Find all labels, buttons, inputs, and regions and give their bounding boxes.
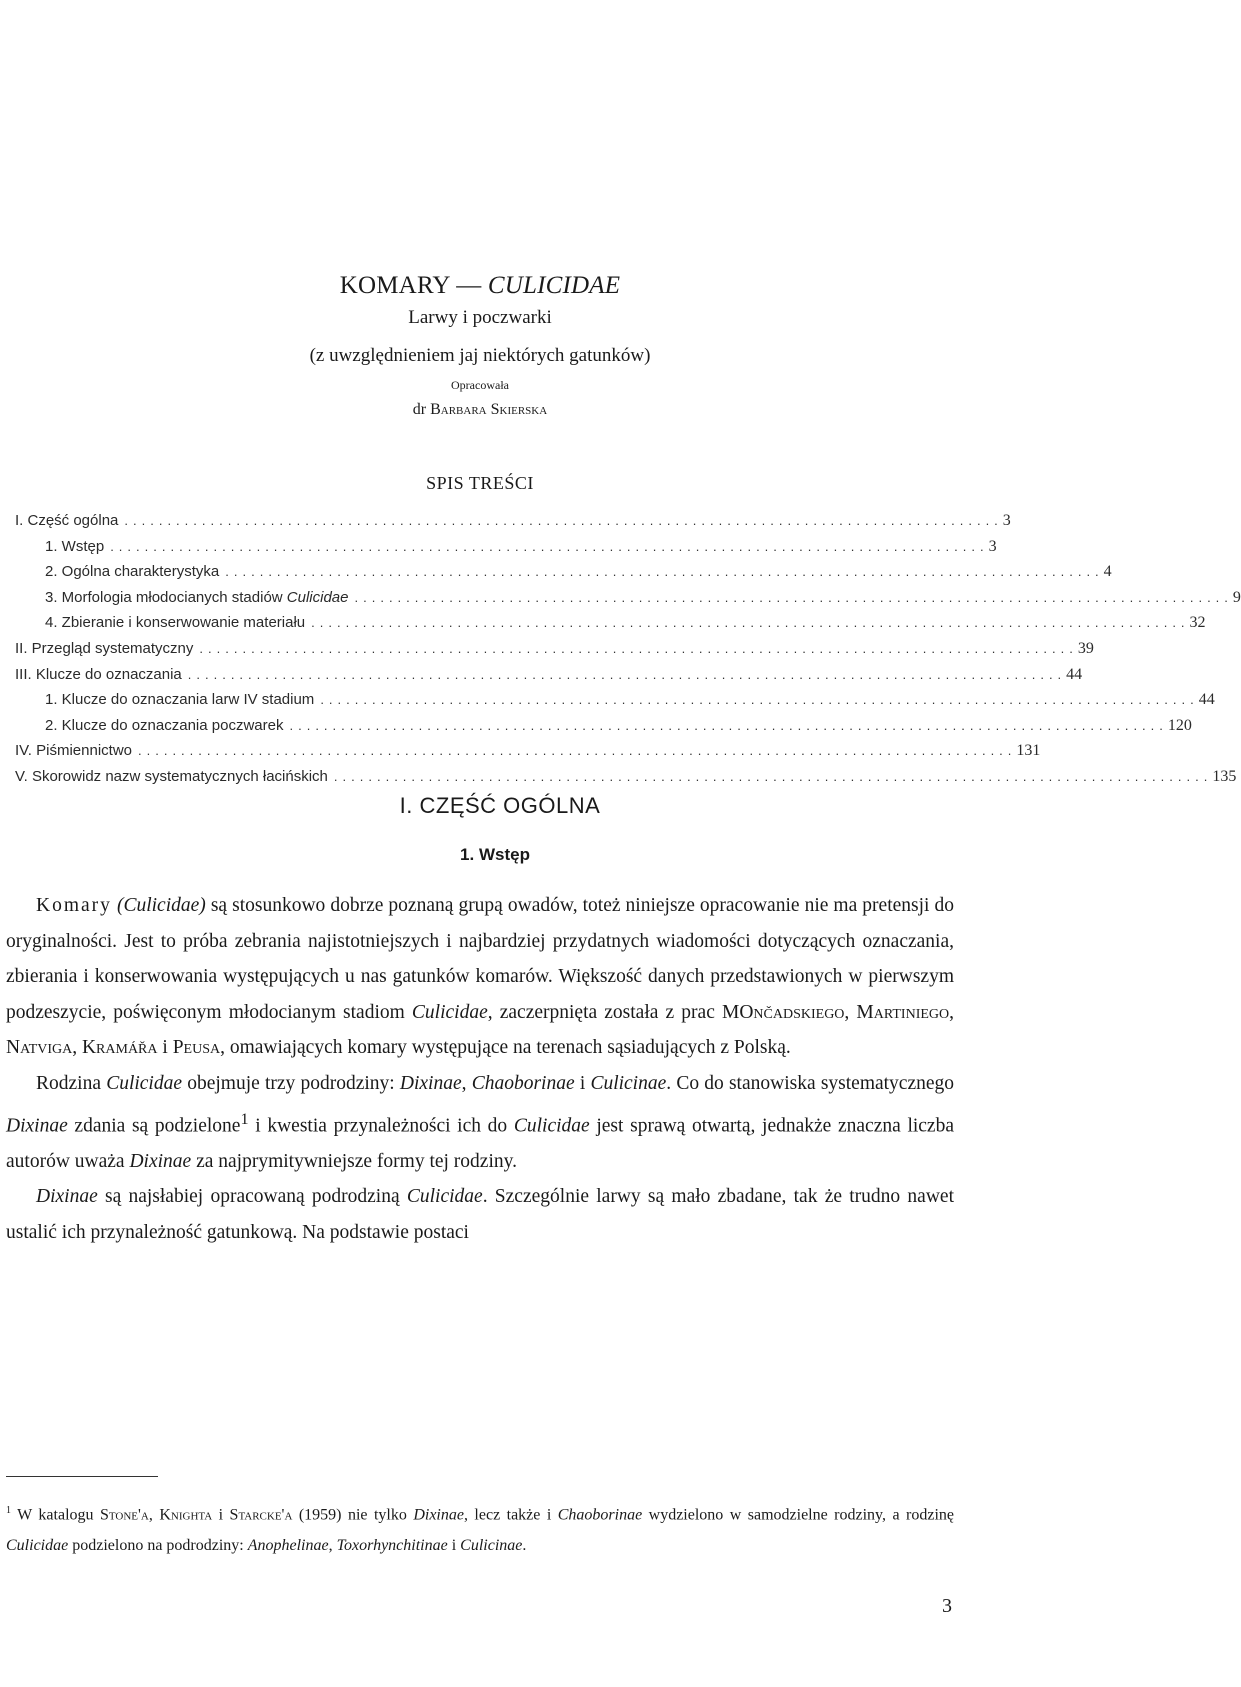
footnote: $^1$ W katalogu Stone'a, Knighta i Starcke'a (1959) nie tylko Dixinae, lecz także i Chaoborinae wydzielono w samodzielne rodziny, a rodzinę Culicidae podzielono na podrodziny: Anophelinae, Toxorhynchitinae i Culicinae. bbox=[6, 1505, 955, 1555]
footnote-divider bbox=[6, 1476, 158, 1477]
toc-entry[interactable]: 2. Klucze do oznaczania poczwarek ...................................................................................................... 120 bbox=[45, 716, 1192, 734]
toc-entry[interactable]: 2. Ogólna charakterystyka ...................................................................................................... 4 bbox=[45, 563, 1112, 581]
main-title: KOMARY — CULICIDAE bbox=[339, 272, 621, 299]
paragraph: Dixinae są najsłabiej opracowaną podrodziną Culicidae. Szczególnie larwy są mało zbadane, tak że trudno nawet ustalić ich przynależność gatunkową. Na podstawie postaci bbox=[6, 1186, 954, 1243]
toc-title: SPIS TREŚCI bbox=[426, 473, 534, 493]
subtitle: Larwy i poczwarki bbox=[408, 307, 552, 328]
section-title: I. CZĘŚĆ OGÓLNA bbox=[399, 793, 601, 818]
author: dr Barbara Skierska bbox=[412, 401, 548, 418]
toc-entry[interactable]: I. Część ogólna ...................................................................................................... 3 bbox=[15, 512, 1011, 529]
toc-entry[interactable]: III. Klucze do oznaczania ...................................................................................................... 44 bbox=[15, 665, 1083, 683]
subsection-title: 1. Wstęp bbox=[460, 845, 530, 864]
toc-entry[interactable]: 3. Morfologia młodocianych stadiów Culicidae ...................................................................................................... 9 bbox=[45, 588, 1241, 606]
body-text bbox=[6, 888, 954, 1250]
page-number: 3 bbox=[942, 1595, 952, 1617]
footnote-ref[interactable]: 1 bbox=[240, 1109, 249, 1128]
toc-entry[interactable]: 1. Klucze do oznaczania larw IV stadium ...................................................................................................... 44 bbox=[45, 691, 1215, 709]
subtitle-note: (z uwzględnieniem jaj niektórych gatunków) bbox=[309, 345, 651, 366]
table-of-contents bbox=[15, 512, 1241, 794]
paragraph: Rodzina Culicidae obejmuje trzy podrodziny: Dixinae, Chaoborinae i Culicinae. Co do stanowiska systematycznego Dixinae zdania są podzielone$^1$ i kwestia przynależności ich do Culicidae jest sprawą otwartą, jednakże znaczna liczba autorów uważa Dixinae za najprymitywniejsze formy tej rodziny. bbox=[6, 1072, 955, 1172]
paragraph: Komary (Culicidae) są stosunkowo dobrze poznaną grupą owadów, toteż niniejsze opracowanie nie ma pretensji do oryginalności. Jest to próba zebrania najistotniejszych i najbardziej przydatnych wiadomości dotyczących oznaczania, zbierania i konserwowania występujących u nas gatunków komarów. Większość danych przedstawionych w pierwszym podzeszycie, poświęconym młodocianym stadiom Culicidae, zaczerpnięta została z prac MOnčadskiego, Martiniego, Natviga, Kramářa i Peusa, omawiających komary występujące na terenach sąsiadujących z Polską. bbox=[6, 895, 955, 1059]
prepared-by: Opracowała bbox=[451, 378, 509, 392]
toc-entry[interactable]: V. Skorowidz nazw systematycznych łacińskich ...................................................................................................... 135 bbox=[15, 767, 1237, 785]
toc-entry[interactable]: II. Przegląd systematyczny ...................................................................................................... 39 bbox=[15, 639, 1094, 657]
toc-entry[interactable]: 4. Zbieranie i konserwowanie materiału ...................................................................................................... 32 bbox=[45, 614, 1206, 632]
toc-entry[interactable]: IV. Piśmiennictwo ...................................................................................................... 131 bbox=[15, 742, 1041, 760]
toc-entry[interactable]: 1. Wstęp ...................................................................................................... 3 bbox=[45, 537, 997, 555]
